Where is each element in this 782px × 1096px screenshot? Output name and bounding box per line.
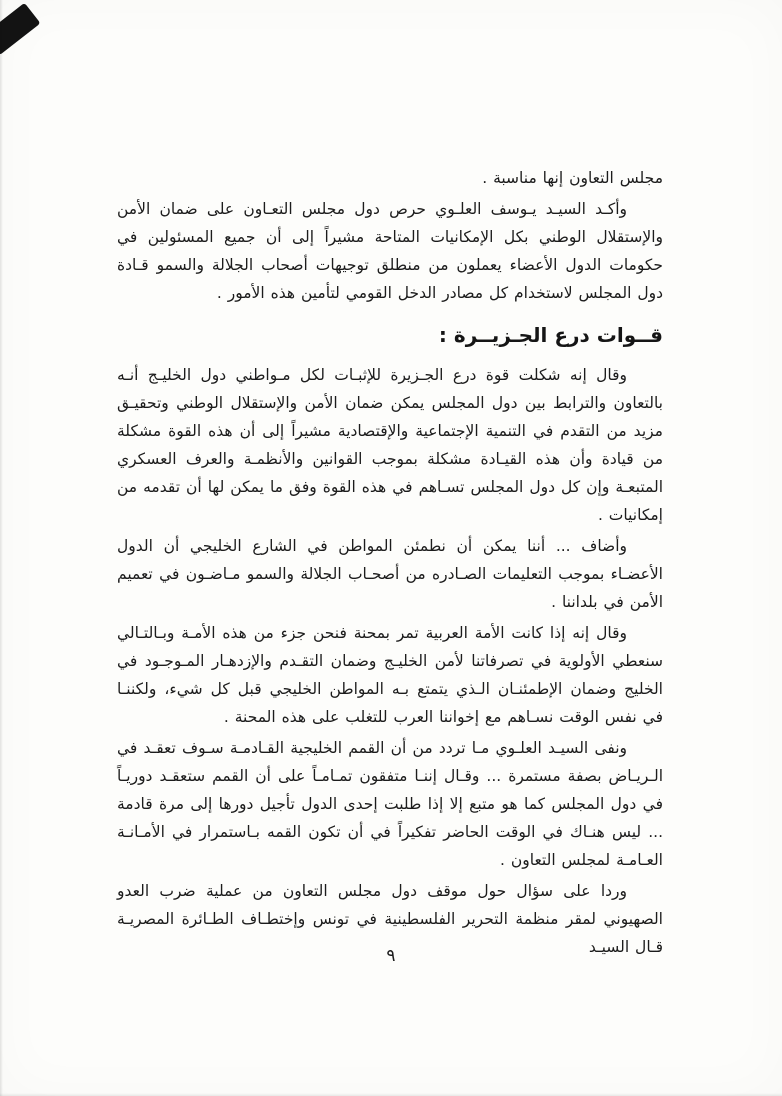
scan-edge-left bbox=[0, 0, 3, 1096]
paragraph: وأضاف ... أننا يمكن أن نطمئن المواطن في الشارع الخليجي أن الدول الأعضـاء بموجب التعليمات الصـادره من أصحـاب الجلالة والسمو مـاضـون في تعميم الأمن في بلداننا . bbox=[117, 537, 663, 611]
scan-blemish bbox=[0, 3, 40, 56]
paragraph: وقال إنه شكلت قوة درع الجـزيرة للإثبـات لكل مـواطني دول الخليـج أنـه بالتعاون والترابط بين دول المجلس يمكن ضمان الأمن والإستقلال الوطني وتحقيـق مزيد من التقدم في التنمية الإجتماعية والإقتصادية مشيراً إلى أن هذه القوة مشكلة من قيادة وأن هذه القيـادة مشكلة بموجب القوانين والأنظمـة والعرف العسكري المتبعـة وإن كل دول المجلس تسـاهم في هذه القوة وفق ما يمكن لها أن تقدمه من إمكانيات . bbox=[117, 366, 663, 524]
paragraph: ونفى السيـد العلـوي مـا تردد من أن القمم الخليجية القـادمـة سـوف تعقـد في الـريـاض بصفة مستمرة ... وقـال إننـا متفقون تمـامـاً على أن القمم ستعقـد دوريـاً في دول المجلس كما هو متبع إلا إذا طلبت إحدى الدول تأجيل دورها إلى مرة قادمة ... ليس هنـاك في الوقت الحاضر تفكيراً في أن تكون القمه بـاستمرار في الأمـانـة العـامـة لمجلس التعاون . bbox=[117, 739, 663, 869]
page-number: ٩ bbox=[386, 946, 396, 966]
paragraph: وقال إنه إذا كانت الأمة العربية تمر بمحنة فنحن جزء من هذه الأمـة وبـالتـالي سنعطي الأولوية في تصرفاتنا لأمن الخليـج وضمان التقـدم والإزدهـار المـوجـود في الخليج وضمان الإطمئنـان الـذي يتمتع بـه المواطن الخليجي قبل كل شيء، ولكننـا في نفس الوقت نسـاهم مع إخواننا العرب للتغلب على هذه المحنة . bbox=[117, 624, 663, 726]
page-content bbox=[117, 164, 663, 964]
paragraph: وردا على سؤال حول موقف دول مجلس التعاون من عملية ضرب العدو الصهيوني لمقر منظمة التحرير الفلسطينية في تونس وإختطـاف الطـائرة المصريـة قـال السيـد bbox=[117, 882, 663, 956]
paragraph: وأكـد السيـد يـوسف العلـوي حرص دول مجلس التعـاون على ضمان الأمن والإستقلال الوطني بكل الإمكانيات المتاحة مشيراً إلى أن جميع المسئولين في حكومات الدول الأعضاء يعملون من منطلق توجيهات أصحاب الجلالة والسمو قـادة دول المجلس لاستخدام كل مصادر الدخل القومي لتأمين هذه الأمور . bbox=[117, 200, 663, 302]
section-heading: قــوات درع الجـزيــرة : bbox=[438, 323, 663, 347]
paragraph: مجلس التعاون إنها مناسبة . bbox=[482, 169, 663, 187]
